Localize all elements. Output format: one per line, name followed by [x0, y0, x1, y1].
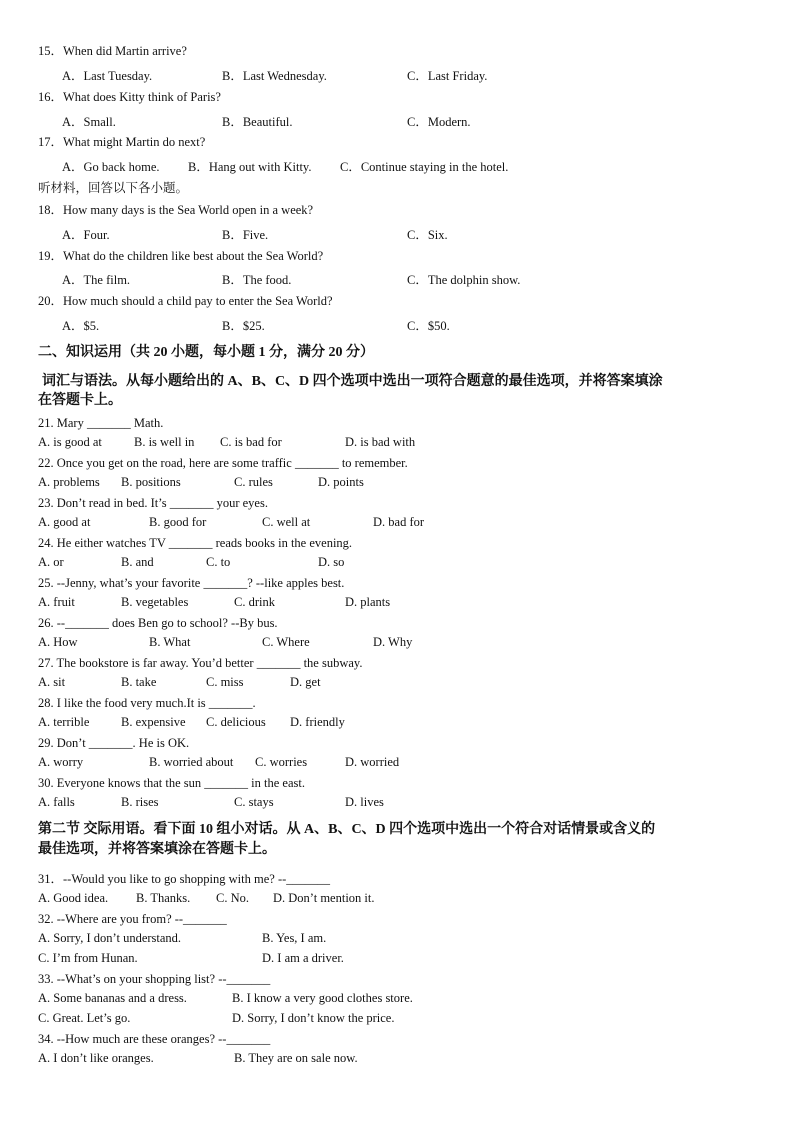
- q16-option-b[interactable]: B．Beautiful.: [222, 115, 293, 129]
- q27-option-a[interactable]: A. sit: [38, 675, 66, 689]
- q22-option-a[interactable]: A. problems: [38, 475, 100, 489]
- q31-option-a[interactable]: A. Good idea.: [38, 891, 109, 905]
- q19-option-b[interactable]: B．The food.: [222, 273, 292, 287]
- question-18-stem: 18．How many days is the Sea World open in a week?: [38, 203, 314, 217]
- q33-option-a[interactable]: A. Some bananas and a dress.: [38, 991, 187, 1005]
- q29-option-a[interactable]: A. worry: [38, 755, 84, 769]
- q15-option-c[interactable]: C．Last Friday.: [407, 69, 488, 83]
- q31-option-c[interactable]: C. No.: [216, 891, 249, 905]
- q29-option-c[interactable]: C. worries: [255, 755, 308, 769]
- q29-option-b[interactable]: B. worried about: [149, 755, 234, 769]
- q30-option-a[interactable]: A. falls: [38, 795, 75, 809]
- question-21-stem: 21. Mary _______ Math.: [38, 416, 164, 430]
- q16-option-a[interactable]: A．Small.: [62, 115, 116, 129]
- q19-option-a[interactable]: A．The film.: [62, 273, 131, 287]
- q32-option-d[interactable]: D. I am a driver.: [262, 951, 344, 965]
- q22-option-d[interactable]: D. points: [318, 475, 364, 489]
- q23-option-b[interactable]: B. good for: [149, 515, 207, 529]
- q24-option-d[interactable]: D. so: [318, 555, 345, 569]
- question-29-stem: 29. Don’t _______. He is OK.: [38, 736, 190, 750]
- q21-option-a[interactable]: A. is good at: [38, 435, 102, 449]
- q20-option-c[interactable]: C．$50.: [407, 319, 450, 333]
- q23-option-c[interactable]: C. well at: [262, 515, 311, 529]
- part2-title: 二、知识运用（共 20 小题，每小题 1 分，满分 20 分）: [38, 345, 374, 360]
- q26-option-a[interactable]: A. How: [38, 635, 78, 649]
- q23-option-d[interactable]: D. bad for: [373, 515, 425, 529]
- q21-option-c[interactable]: C. is bad for: [220, 435, 282, 449]
- q25-option-d[interactable]: D. plants: [345, 595, 391, 609]
- question-16-stem: 16．What does Kitty think of Paris?: [38, 90, 221, 104]
- section2-instruction-line2: 最佳选项，并将答案填涂在答题卡上。: [38, 842, 276, 857]
- q30-option-c[interactable]: C. stays: [234, 795, 274, 809]
- question-34-stem: 34. --How much are these oranges? --_______: [38, 1032, 271, 1046]
- q34-option-b[interactable]: B. They are on sale now.: [234, 1051, 358, 1065]
- q15-option-b[interactable]: B．Last Wednesday.: [222, 69, 327, 83]
- q25-option-c[interactable]: C. drink: [234, 595, 275, 609]
- question-27-stem: 27. The bookstore is far away. You’d better _______ the subway.: [38, 656, 363, 670]
- q30-option-b[interactable]: B. rises: [121, 795, 159, 809]
- q26-option-d[interactable]: D. Why: [373, 635, 413, 649]
- q28-option-a[interactable]: A. terrible: [38, 715, 90, 729]
- q15-option-a[interactable]: A．Last Tuesday.: [62, 69, 153, 83]
- question-24-stem: 24. He either watches TV _______ reads books in the evening.: [38, 536, 353, 550]
- q23-option-a[interactable]: A. good at: [38, 515, 91, 529]
- question-17-stem: 17．What might Martin do next?: [38, 135, 206, 149]
- question-31-stem: 31．--Would you like to go shopping with me? --_______: [38, 872, 331, 886]
- q21-option-d[interactable]: D. is bad with: [345, 435, 416, 449]
- q33-option-d[interactable]: D. Sorry, I don’t know the price.: [232, 1011, 395, 1025]
- q17-option-a[interactable]: A．Go back home.: [62, 160, 160, 174]
- question-32-stem: 32. --Where are you from? --_______: [38, 912, 227, 926]
- q33-option-c[interactable]: C. Great. Let’s go.: [38, 1011, 131, 1025]
- q33-option-b[interactable]: B. I know a very good clothes store.: [232, 991, 413, 1005]
- question-15-stem: 15．When did Martin arrive?: [38, 44, 187, 58]
- q22-option-b[interactable]: B. positions: [121, 475, 181, 489]
- q24-option-c[interactable]: C. to: [206, 555, 231, 569]
- q24-option-b[interactable]: B. and: [121, 555, 154, 569]
- q26-option-c[interactable]: C. Where: [262, 635, 310, 649]
- q32-option-b[interactable]: B. Yes, I am.: [262, 931, 327, 945]
- q20-option-b[interactable]: B．$25.: [222, 319, 265, 333]
- q18-option-c[interactable]: C．Six.: [407, 228, 448, 242]
- q28-option-d[interactable]: D. friendly: [290, 715, 345, 729]
- question-30-stem: 30. Everyone knows that the sun _______ in the east.: [38, 776, 305, 790]
- q27-option-d[interactable]: D. get: [290, 675, 321, 689]
- question-26-stem: 26. --_______ does Ben go to school? --By bus.: [38, 616, 278, 630]
- q31-option-d[interactable]: D. Don’t mention it.: [273, 891, 375, 905]
- q22-option-c[interactable]: C. rules: [234, 475, 273, 489]
- q17-option-b[interactable]: B．Hang out with Kitty.: [188, 160, 312, 174]
- q31-option-b[interactable]: B. Thanks.: [136, 891, 191, 905]
- q34-option-a[interactable]: A. I don’t like oranges.: [38, 1051, 154, 1065]
- q27-option-c[interactable]: C. miss: [206, 675, 244, 689]
- question-25-stem: 25. --Jenny, what’s your favorite _______? --like apples best.: [38, 576, 345, 590]
- q32-option-a[interactable]: A. Sorry, I don’t understand.: [38, 931, 182, 945]
- question-23-stem: 23. Don’t read in bed. It’s _______ your eyes.: [38, 496, 268, 510]
- q19-option-c[interactable]: C．The dolphin show.: [407, 273, 521, 287]
- q18-option-b[interactable]: B．Five.: [222, 228, 269, 242]
- q28-option-b[interactable]: B. expensive: [121, 715, 186, 729]
- q25-option-b[interactable]: B. vegetables: [121, 595, 189, 609]
- section1-instruction-line2: 在答题卡上。: [38, 393, 122, 408]
- q25-option-a[interactable]: A. fruit: [38, 595, 75, 609]
- question-22-stem: 22. Once you get on the road, here are some traffic _______ to remember.: [38, 456, 408, 470]
- q28-option-c[interactable]: C. delicious: [206, 715, 266, 729]
- q32-option-c[interactable]: C. I’m from Hunan.: [38, 951, 138, 965]
- q16-option-c[interactable]: C．Modern.: [407, 115, 471, 129]
- question-33-stem: 33. --What’s on your shopping list? --_______: [38, 972, 271, 986]
- q27-option-b[interactable]: B. take: [121, 675, 157, 689]
- question-28-stem: 28. I like the food very much.It is _______.: [38, 696, 256, 710]
- q17-option-c[interactable]: C．Continue staying in the hotel.: [340, 160, 509, 174]
- q26-option-b[interactable]: B. What: [149, 635, 191, 649]
- question-20-stem: 20．How much should a child pay to enter the Sea World?: [38, 294, 333, 308]
- q20-option-a[interactable]: A．$5.: [62, 319, 100, 333]
- question-19-stem: 19．What do the children like best about the Sea World?: [38, 249, 324, 263]
- section2-instruction-line1: 第二节 交际用语。看下面 10 组小对话。从 A、B、C、D 四个选项中选出一个符合对话情景或含义的: [38, 822, 656, 837]
- q24-option-a[interactable]: A. or: [38, 555, 64, 569]
- q21-option-b[interactable]: B. is well in: [134, 435, 195, 449]
- section1-instruction-line1: 词汇与语法。从每小题给出的 A、B、C、D 四个选项中选出一项符合题意的最佳选项，并将答案填涂: [42, 374, 663, 389]
- q18-option-a[interactable]: A．Four.: [62, 228, 110, 242]
- listening-instruction: 听材料，回答以下各小题。: [38, 181, 189, 195]
- q29-option-d[interactable]: D. worried: [345, 755, 400, 769]
- q30-option-d[interactable]: D. lives: [345, 795, 384, 809]
